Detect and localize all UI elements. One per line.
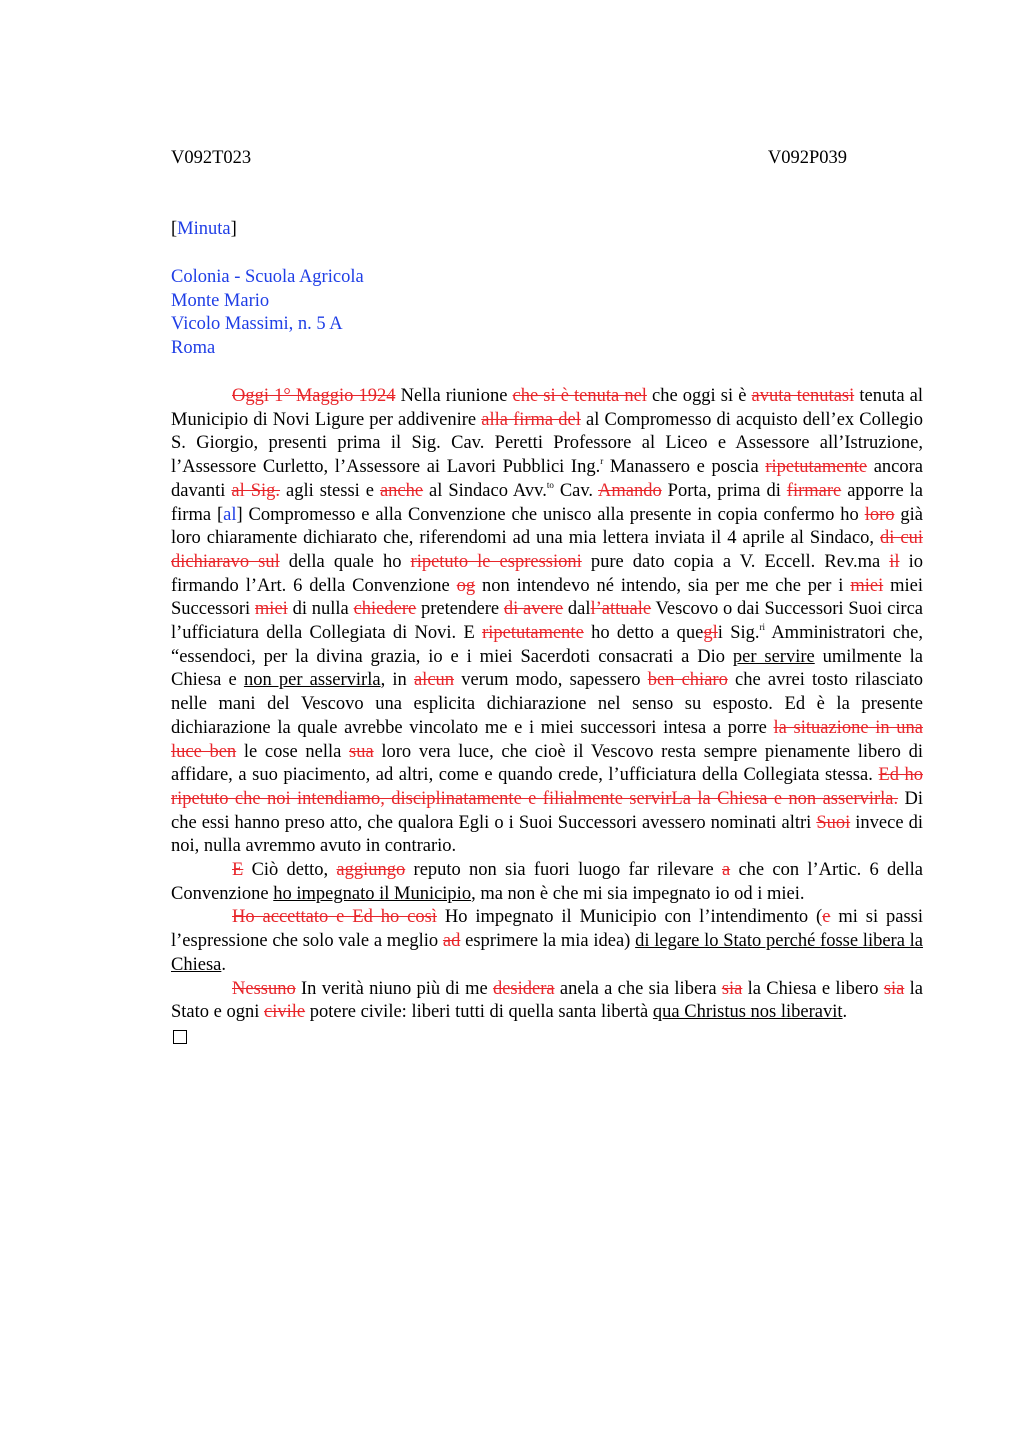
- deleted-text: Nessuno: [232, 978, 296, 999]
- minuta-text: Minuta: [177, 219, 231, 239]
- text-run: ancora davanti: [171, 457, 923, 501]
- text-run: non intendevo né intendo, sia per me che per i: [475, 575, 851, 596]
- deleted-text: Ed ho ripetuto che noi intendiamo, disciplinatamente e filialmente servirLa la Chiesa e non asservirla.: [171, 765, 923, 809]
- text-run: che avrei tosto rilasciato nelle mani del Vescovo una esplicita dichiarazione nel senso su esposto. Ed è la presente dichiarazione la quale avrebbe vincolato me e i miei successori intesa a porre: [171, 670, 924, 738]
- header-right-code: V092P039: [767, 148, 847, 168]
- deleted-text: firmare: [786, 480, 842, 501]
- text-run: tenuta al Municipio di Novi Ligure per addivenire: [171, 386, 923, 430]
- text-run: umilmente la Chiesa e: [171, 646, 923, 691]
- text-run: mi si passi l’espressione che solo vale a meglio: [171, 907, 924, 952]
- superscript-abbrev: ri: [759, 622, 766, 633]
- text-run: Ciò detto,: [243, 860, 337, 881]
- text-run: miei Successori: [171, 575, 923, 620]
- text-run: Ho impegnato il Municipio con l’intendimento (: [436, 907, 823, 928]
- address-block: [171, 266, 364, 361]
- text-run: anela a che sia libera: [554, 978, 722, 999]
- text-run: le cose nella: [236, 741, 350, 762]
- underlined-text: qua Christus nos liberavit: [652, 1002, 843, 1023]
- deleted-text: ad: [442, 931, 461, 952]
- text-run: loro vera luce, che cioè il Vescovo resta sempre pienamente libero di affidare, a suo piacimento, ad altri, come e quando crede, l’ufficiatura della Collegiata stessa.: [171, 741, 923, 786]
- deleted-text: alcun: [413, 670, 455, 691]
- text-run: Di che essi hanno preso atto, che qualora Egli o i Suoi Successori avessero nominati altri: [171, 788, 923, 833]
- deleted-text: ripetutamente: [482, 623, 584, 644]
- underlined-text: ho impegnato il Municipio: [273, 883, 472, 904]
- deleted-text: ripetuto le espressioni: [410, 551, 582, 572]
- editorial-insertion: al: [223, 504, 237, 525]
- deleted-text: gl: [703, 623, 718, 644]
- deleted-text: al Sig.: [231, 480, 281, 501]
- text-run: .: [842, 1002, 848, 1023]
- text-run: , ma non è che mi sia impegnato io od i miei.: [471, 883, 805, 904]
- deleted-text: e: [822, 907, 831, 928]
- deleted-text: miei: [850, 575, 884, 596]
- text-run: verum modo, sapessero: [454, 670, 648, 691]
- text-run: agli stessi e: [280, 480, 380, 501]
- text-run: invece di noi, nulla avremmo avuto in contrario.: [171, 812, 923, 857]
- deleted-text: che si è tenuta nel: [512, 386, 647, 406]
- deleted-text: sua: [349, 741, 374, 762]
- letter-body: [171, 385, 923, 1044]
- text-run: i Sig.: [717, 623, 760, 644]
- deleted-text: di avere: [503, 599, 564, 620]
- body-paragraph: [171, 978, 923, 1025]
- text-run: , in: [380, 670, 414, 691]
- text-run: al Compromesso di acquisto dell’ex Collegio S. Giorgio, presenti prima il Sig. Cav. Peretti Professore al Liceo e Assessore all’Istruzione, l’Assessore Curletto, l’Assessore ai Lavori Pubblici Ing.: [171, 409, 923, 478]
- text-run: la Chiesa e libero: [742, 978, 884, 999]
- text-run: esprimere la mia idea): [460, 931, 636, 952]
- text-run: pretendere: [416, 599, 504, 620]
- text-run: apporre la firma [: [171, 480, 924, 525]
- minuta-label: [Minuta]: [171, 219, 237, 239]
- deleted-text: desidera: [492, 978, 555, 999]
- text-run: Porta, prima di: [661, 480, 787, 501]
- deleted-text: sia: [883, 978, 905, 999]
- deleted-text: l’attuale: [590, 599, 652, 620]
- text-run: Cav.: [553, 480, 598, 501]
- deleted-text: og: [456, 575, 476, 596]
- deleted-text: chiedere: [353, 599, 417, 620]
- text-run: ho detto a que: [583, 623, 704, 644]
- text-run: Vescovo o dai Successori Suoi circa l’ufficiatura della Collegiata di Novi. E: [171, 599, 924, 644]
- deleted-text: la situazione in una luce ben: [171, 717, 923, 762]
- body-paragraph: [171, 906, 923, 977]
- deleted-text: anche: [379, 480, 424, 501]
- deleted-text: Oggi 1° Maggio 1924: [232, 386, 396, 406]
- text-run: potere civile: liberi tutti di quella santa libertà: [305, 1002, 653, 1023]
- deleted-text: aggiungo: [336, 860, 406, 881]
- deleted-text: Suoi: [816, 812, 851, 833]
- text-run: al Sindaco Avv.: [423, 480, 547, 501]
- text-run: che con l’Artic. 6 della Convenzione: [171, 860, 923, 904]
- text-run: dal: [563, 599, 591, 620]
- end-mark-icon: [173, 1030, 187, 1044]
- deleted-text: miei: [254, 599, 288, 620]
- text-run: ] Compromesso e alla Convenzione che unisco alla presente in copia confermo ho: [236, 504, 865, 525]
- deleted-text: E: [232, 860, 244, 881]
- text-run: Nella riunione: [395, 386, 513, 406]
- text-run: reputo non sia fuori luogo far rilevare: [405, 860, 722, 881]
- body-paragraph: [171, 859, 923, 906]
- deleted-text: sia: [721, 978, 743, 999]
- deleted-text: Amando: [598, 480, 662, 501]
- deleted-text: il: [889, 551, 900, 572]
- address-line: Roma: [171, 338, 216, 359]
- deleted-text: loro: [864, 504, 895, 525]
- text-run: pure dato copia a V. Eccell. Rev.ma: [581, 551, 890, 572]
- address-line: Monte Mario: [171, 290, 270, 311]
- text-run: Manassero e poscia: [603, 457, 766, 478]
- underlined-text: per servire: [732, 646, 815, 667]
- text-run: di nulla: [287, 599, 354, 620]
- text-run: .: [221, 954, 226, 975]
- text-run: la Stato e ogni: [171, 978, 923, 1023]
- deleted-text: ben chiaro: [647, 670, 728, 691]
- underlined-text: non per asservirla: [243, 670, 381, 691]
- deleted-text: a: [721, 860, 731, 881]
- deleted-text: di cui dichiaravo sul: [171, 528, 923, 572]
- superscript-abbrev: r: [600, 456, 604, 467]
- text-run: io firmando l’Art. 6 della Convenzione: [171, 551, 924, 596]
- deleted-text: civile: [264, 1002, 306, 1023]
- text-run: già loro chiaramente dichiarato che, riferendomi ad una mia lettera inviata il 4 aprile al Sindaco,: [171, 504, 923, 549]
- text-run: della quale ho: [279, 551, 411, 572]
- deleted-text: Ho accettato e Ed ho così: [232, 907, 437, 928]
- text-run: Amministratori che, “essendoci, per la divina grazia, io e i miei Sacerdoti consacrati a Dio: [171, 623, 923, 667]
- body-paragraph: [171, 385, 923, 859]
- address-line: Colonia - Scuola Agricola: [171, 267, 364, 287]
- deleted-text: ripetutamente: [765, 457, 868, 478]
- deleted-text: avuta tenutasi: [751, 386, 855, 406]
- address-line: Vicolo Massimi, n. 5 A: [171, 314, 343, 335]
- text-run: In verità niuno più di me: [295, 978, 493, 999]
- underlined-text: di legare lo Stato perché fosse libera la Chiesa: [171, 931, 924, 975]
- text-run: che oggi si è: [646, 386, 752, 406]
- deleted-text: alla firma del: [481, 409, 581, 430]
- superscript-abbrev: to: [546, 479, 554, 490]
- header-left-code: V092T023: [171, 148, 252, 168]
